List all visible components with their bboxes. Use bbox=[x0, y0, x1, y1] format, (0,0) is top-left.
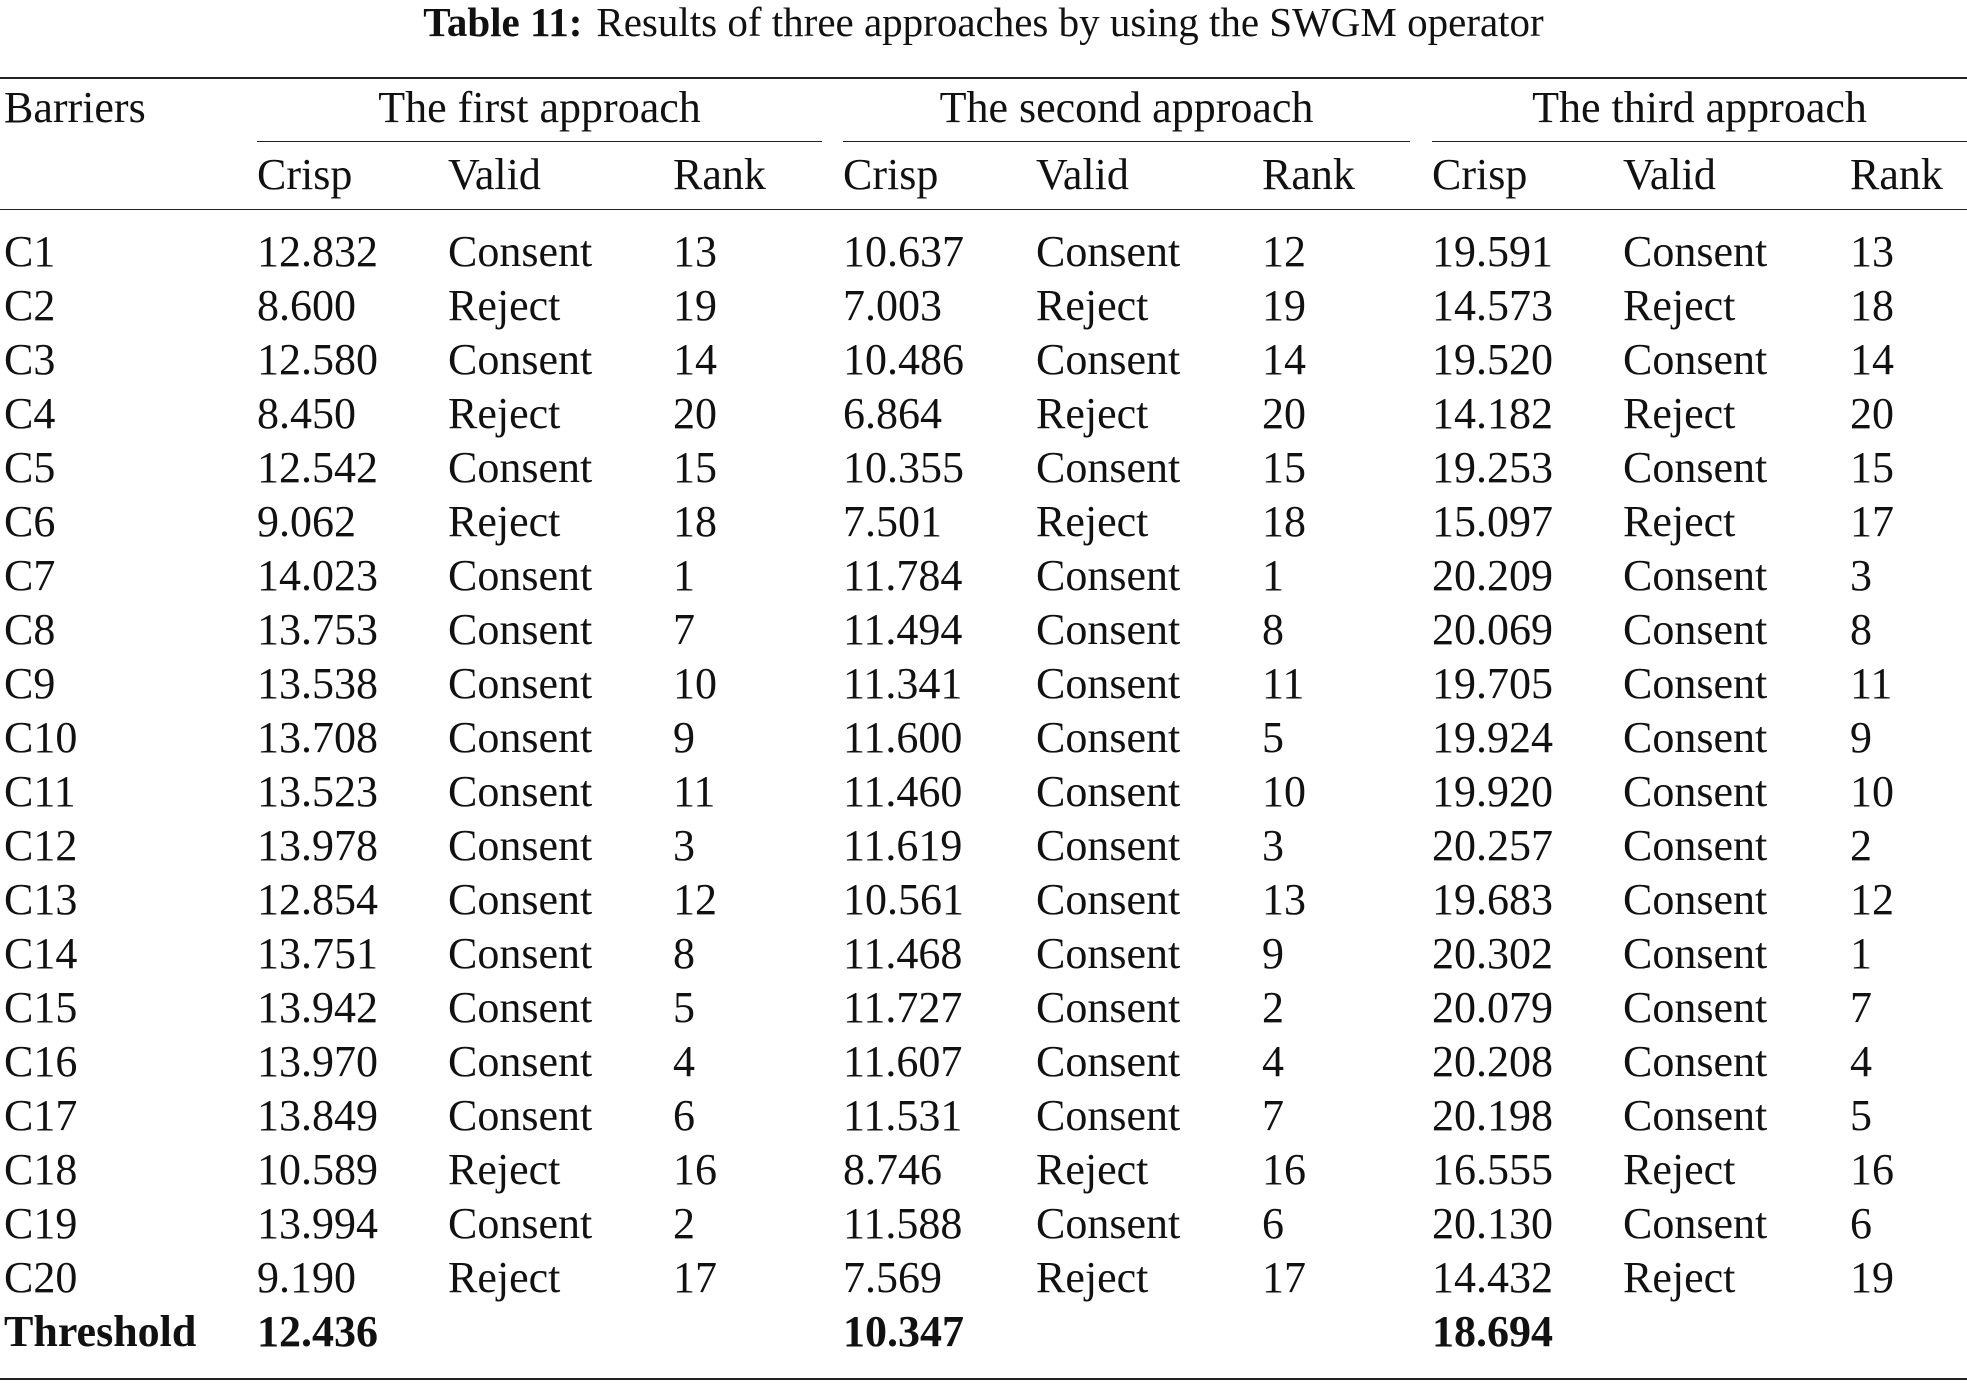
valid-value: Consent bbox=[448, 1199, 593, 1248]
rank-value: 3 bbox=[673, 821, 695, 870]
rank-value: 3 bbox=[1262, 821, 1284, 870]
rank-value: 12 bbox=[673, 875, 717, 924]
crisp-value: 7.003 bbox=[843, 281, 942, 330]
crisp-value: 10.637 bbox=[843, 227, 964, 276]
valid-value: Reject bbox=[448, 497, 561, 546]
crisp-header: Crisp bbox=[843, 150, 939, 199]
crisp-value: 11.468 bbox=[843, 929, 963, 978]
valid-header: Valid bbox=[1623, 150, 1716, 199]
crisp-value: 10.561 bbox=[843, 875, 964, 924]
barrier-id: C19 bbox=[4, 1199, 78, 1248]
valid-value: Reject bbox=[1036, 497, 1149, 546]
rank-value: 15 bbox=[673, 443, 717, 492]
rank-value: 19 bbox=[1262, 281, 1306, 330]
rank-value: 10 bbox=[1850, 767, 1894, 816]
rank-value: 2 bbox=[673, 1199, 695, 1248]
rank-value: 7 bbox=[673, 605, 695, 654]
valid-value: Consent bbox=[1036, 1091, 1181, 1140]
crisp-value: 20.069 bbox=[1432, 605, 1553, 654]
rank-value: 9 bbox=[1850, 713, 1872, 762]
valid-value: Reject bbox=[1623, 1253, 1736, 1302]
crisp-value: 10.486 bbox=[843, 335, 964, 384]
crisp-value: 13.751 bbox=[257, 929, 378, 978]
barrier-id: C1 bbox=[4, 227, 56, 276]
barrier-id: C4 bbox=[4, 389, 56, 438]
crisp-value: 7.501 bbox=[843, 497, 942, 546]
rank-value: 11 bbox=[1850, 659, 1893, 708]
valid-value: Consent bbox=[1623, 659, 1768, 708]
rank-value: 2 bbox=[1850, 821, 1872, 870]
crisp-value: 10.589 bbox=[257, 1145, 378, 1194]
barrier-id: C16 bbox=[4, 1037, 78, 1086]
crisp-value: 19.705 bbox=[1432, 659, 1553, 708]
results-table bbox=[0, 77, 1967, 1383]
barrier-id: C8 bbox=[4, 605, 56, 654]
crisp-value: 13.994 bbox=[257, 1199, 378, 1248]
crisp-value: 19.253 bbox=[1432, 443, 1553, 492]
crisp-value: 12.832 bbox=[257, 227, 378, 276]
rank-value: 8 bbox=[1850, 605, 1872, 654]
valid-value: Consent bbox=[1036, 227, 1181, 276]
rank-value: 15 bbox=[1850, 443, 1894, 492]
barrier-id: C11 bbox=[4, 767, 76, 816]
rank-value: 19 bbox=[1850, 1253, 1894, 1302]
approach-header: The third approach bbox=[1532, 83, 1867, 132]
crisp-value: 14.432 bbox=[1432, 1253, 1553, 1302]
crisp-value: 13.523 bbox=[257, 767, 378, 816]
rank-value: 4 bbox=[1850, 1037, 1872, 1086]
valid-value: Consent bbox=[448, 875, 593, 924]
rank-value: 14 bbox=[1262, 335, 1306, 384]
valid-value: Reject bbox=[448, 389, 561, 438]
barrier-id: C15 bbox=[4, 983, 78, 1032]
crisp-value: 19.520 bbox=[1432, 335, 1553, 384]
rank-value: 9 bbox=[673, 713, 695, 762]
crisp-value: 11.588 bbox=[843, 1199, 963, 1248]
barrier-id: C7 bbox=[4, 551, 56, 600]
valid-value: Consent bbox=[1623, 767, 1768, 816]
approach-header: The first approach bbox=[378, 83, 701, 132]
approach-underline bbox=[257, 141, 822, 142]
crisp-value: 11.531 bbox=[843, 1091, 963, 1140]
barrier-id: C6 bbox=[4, 497, 56, 546]
rank-value: 18 bbox=[1850, 281, 1894, 330]
crisp-value: 14.182 bbox=[1432, 389, 1553, 438]
crisp-value: 9.190 bbox=[257, 1253, 356, 1302]
valid-value: Consent bbox=[1623, 551, 1768, 600]
barrier-id: C3 bbox=[4, 335, 56, 384]
rank-value: 17 bbox=[673, 1253, 717, 1302]
barrier-id: C5 bbox=[4, 443, 56, 492]
threshold-value: 10.347 bbox=[843, 1307, 964, 1356]
valid-value: Consent bbox=[1036, 983, 1181, 1032]
rank-value: 6 bbox=[1850, 1199, 1872, 1248]
crisp-value: 12.542 bbox=[257, 443, 378, 492]
crisp-value: 20.209 bbox=[1432, 551, 1553, 600]
crisp-value: 11.494 bbox=[843, 605, 963, 654]
crisp-value: 11.607 bbox=[843, 1037, 963, 1086]
valid-header: Valid bbox=[1036, 150, 1129, 199]
barrier-id: C14 bbox=[4, 929, 78, 978]
crisp-value: 15.097 bbox=[1432, 497, 1553, 546]
rank-value: 7 bbox=[1262, 1091, 1284, 1140]
valid-value: Consent bbox=[448, 1037, 593, 1086]
valid-value: Consent bbox=[448, 335, 593, 384]
valid-value: Consent bbox=[1036, 443, 1181, 492]
barrier-id: C18 bbox=[4, 1145, 78, 1194]
valid-value: Reject bbox=[1036, 281, 1149, 330]
crisp-value: 13.942 bbox=[257, 983, 378, 1032]
barrier-id: C17 bbox=[4, 1091, 78, 1140]
crisp-header: Crisp bbox=[257, 150, 353, 199]
barrier-id: C20 bbox=[4, 1253, 78, 1302]
crisp-value: 8.450 bbox=[257, 389, 356, 438]
valid-value: Reject bbox=[1036, 389, 1149, 438]
valid-value: Consent bbox=[448, 821, 593, 870]
crisp-value: 19.683 bbox=[1432, 875, 1553, 924]
valid-value: Consent bbox=[1036, 659, 1181, 708]
crisp-value: 11.460 bbox=[843, 767, 963, 816]
rank-value: 19 bbox=[673, 281, 717, 330]
rank-value: 12 bbox=[1262, 227, 1306, 276]
threshold-value: 12.436 bbox=[257, 1307, 378, 1356]
top-rule bbox=[0, 77, 1967, 79]
valid-value: Consent bbox=[1623, 929, 1768, 978]
valid-value: Reject bbox=[448, 1145, 561, 1194]
threshold-label: Threshold bbox=[4, 1307, 197, 1356]
crisp-value: 20.079 bbox=[1432, 983, 1553, 1032]
crisp-value: 19.924 bbox=[1432, 713, 1553, 762]
valid-value: Consent bbox=[448, 713, 593, 762]
rank-value: 5 bbox=[1850, 1091, 1872, 1140]
valid-value: Consent bbox=[1623, 335, 1768, 384]
valid-value: Consent bbox=[1623, 1199, 1768, 1248]
valid-value: Reject bbox=[1623, 1145, 1736, 1194]
valid-value: Consent bbox=[1036, 335, 1181, 384]
valid-value: Consent bbox=[1623, 983, 1768, 1032]
valid-value: Reject bbox=[1036, 1145, 1149, 1194]
rank-value: 7 bbox=[1850, 983, 1872, 1032]
crisp-value: 10.355 bbox=[843, 443, 964, 492]
crisp-value: 13.978 bbox=[257, 821, 378, 870]
crisp-value: 13.538 bbox=[257, 659, 378, 708]
caption-text: Results of three approaches by using the SWGM operator bbox=[596, 0, 1544, 45]
crisp-value: 20.257 bbox=[1432, 821, 1553, 870]
valid-value: Consent bbox=[448, 1091, 593, 1140]
rank-value: 13 bbox=[673, 227, 717, 276]
crisp-value: 12.580 bbox=[257, 335, 378, 384]
crisp-value: 8.746 bbox=[843, 1145, 942, 1194]
rank-value: 5 bbox=[673, 983, 695, 1032]
rank-value: 9 bbox=[1262, 929, 1284, 978]
valid-value: Consent bbox=[1036, 713, 1181, 762]
crisp-value: 6.864 bbox=[843, 389, 942, 438]
rank-value: 17 bbox=[1262, 1253, 1306, 1302]
crisp-value: 20.208 bbox=[1432, 1037, 1553, 1086]
rank-value: 18 bbox=[673, 497, 717, 546]
valid-value: Consent bbox=[448, 983, 593, 1032]
crisp-value: 11.619 bbox=[843, 821, 963, 870]
crisp-value: 7.569 bbox=[843, 1253, 942, 1302]
valid-value: Consent bbox=[448, 551, 593, 600]
rank-header: Rank bbox=[1850, 150, 1943, 199]
crisp-value: 20.302 bbox=[1432, 929, 1553, 978]
rank-value: 1 bbox=[673, 551, 695, 600]
rank-value: 6 bbox=[1262, 1199, 1284, 1248]
rank-value: 1 bbox=[1262, 551, 1284, 600]
rank-value: 12 bbox=[1850, 875, 1894, 924]
valid-value: Consent bbox=[1036, 551, 1181, 600]
rank-value: 2 bbox=[1262, 983, 1284, 1032]
threshold-value: 18.694 bbox=[1432, 1307, 1553, 1356]
valid-value: Consent bbox=[1623, 875, 1768, 924]
rank-value: 11 bbox=[1262, 659, 1305, 708]
rank-value: 16 bbox=[1850, 1145, 1894, 1194]
crisp-value: 13.970 bbox=[257, 1037, 378, 1086]
barrier-id: C13 bbox=[4, 875, 78, 924]
valid-value: Consent bbox=[1036, 875, 1181, 924]
crisp-value: 20.130 bbox=[1432, 1199, 1553, 1248]
crisp-value: 20.198 bbox=[1432, 1091, 1553, 1140]
valid-value: Consent bbox=[1623, 227, 1768, 276]
rank-value: 14 bbox=[673, 335, 717, 384]
crisp-value: 9.062 bbox=[257, 497, 356, 546]
rank-value: 4 bbox=[673, 1037, 695, 1086]
valid-value: Consent bbox=[1623, 443, 1768, 492]
crisp-value: 12.854 bbox=[257, 875, 378, 924]
rank-value: 20 bbox=[1262, 389, 1306, 438]
rank-value: 6 bbox=[673, 1091, 695, 1140]
valid-value: Reject bbox=[1623, 497, 1736, 546]
crisp-value: 13.708 bbox=[257, 713, 378, 762]
rank-value: 14 bbox=[1850, 335, 1894, 384]
bottom-rule bbox=[0, 1378, 1967, 1380]
valid-value: Reject bbox=[448, 281, 561, 330]
crisp-value: 13.753 bbox=[257, 605, 378, 654]
valid-value: Reject bbox=[1623, 281, 1736, 330]
valid-value: Consent bbox=[448, 443, 593, 492]
rank-value: 4 bbox=[1262, 1037, 1284, 1086]
rank-value: 18 bbox=[1262, 497, 1306, 546]
rank-value: 13 bbox=[1850, 227, 1894, 276]
rank-header: Rank bbox=[1262, 150, 1355, 199]
valid-value: Consent bbox=[1036, 821, 1181, 870]
approach-underline bbox=[843, 141, 1410, 142]
valid-value: Consent bbox=[1623, 605, 1768, 654]
valid-value: Consent bbox=[1623, 713, 1768, 762]
barrier-id: C2 bbox=[4, 281, 56, 330]
valid-value: Consent bbox=[448, 605, 593, 654]
crisp-value: 11.600 bbox=[843, 713, 963, 762]
valid-value: Consent bbox=[1036, 605, 1181, 654]
rank-value: 15 bbox=[1262, 443, 1306, 492]
rank-value: 20 bbox=[1850, 389, 1894, 438]
valid-value: Consent bbox=[1036, 1037, 1181, 1086]
crisp-value: 8.600 bbox=[257, 281, 356, 330]
rank-value: 16 bbox=[1262, 1145, 1306, 1194]
rank-value: 17 bbox=[1850, 497, 1894, 546]
valid-value: Reject bbox=[1623, 389, 1736, 438]
valid-value: Reject bbox=[1036, 1253, 1149, 1302]
rank-value: 1 bbox=[1850, 929, 1872, 978]
valid-value: Consent bbox=[1036, 1199, 1181, 1248]
rank-value: 8 bbox=[1262, 605, 1284, 654]
crisp-value: 13.849 bbox=[257, 1091, 378, 1140]
barrier-id: C12 bbox=[4, 821, 78, 870]
valid-value: Consent bbox=[448, 929, 593, 978]
valid-value: Consent bbox=[1623, 821, 1768, 870]
rank-value: 5 bbox=[1262, 713, 1284, 762]
table-caption bbox=[0, 0, 1967, 44]
rank-value: 10 bbox=[1262, 767, 1306, 816]
rank-value: 20 bbox=[673, 389, 717, 438]
valid-value: Consent bbox=[448, 659, 593, 708]
rank-value: 11 bbox=[673, 767, 716, 816]
rank-value: 8 bbox=[673, 929, 695, 978]
rank-header: Rank bbox=[673, 150, 766, 199]
valid-value: Consent bbox=[1036, 929, 1181, 978]
approach-header: The second approach bbox=[939, 83, 1314, 132]
valid-value: Consent bbox=[448, 227, 593, 276]
barriers-header: Barriers bbox=[4, 83, 146, 132]
crisp-value: 11.727 bbox=[843, 983, 963, 1032]
valid-value: Consent bbox=[1623, 1091, 1768, 1140]
barrier-id: C9 bbox=[4, 659, 56, 708]
valid-value: Consent bbox=[1036, 767, 1181, 816]
crisp-value: 11.784 bbox=[843, 551, 963, 600]
valid-value: Consent bbox=[1623, 1037, 1768, 1086]
rank-value: 3 bbox=[1850, 551, 1872, 600]
rank-value: 10 bbox=[673, 659, 717, 708]
approach-underline bbox=[1432, 141, 1967, 142]
crisp-value: 19.591 bbox=[1432, 227, 1553, 276]
crisp-value: 16.555 bbox=[1432, 1145, 1553, 1194]
crisp-value: 19.920 bbox=[1432, 767, 1553, 816]
crisp-value: 14.023 bbox=[257, 551, 378, 600]
crisp-header: Crisp bbox=[1432, 150, 1528, 199]
caption-label: Table 11: bbox=[423, 0, 583, 45]
barrier-id: C10 bbox=[4, 713, 78, 762]
valid-header: Valid bbox=[448, 150, 541, 199]
header-rule bbox=[0, 209, 1967, 210]
valid-value: Reject bbox=[448, 1253, 561, 1302]
valid-value: Consent bbox=[448, 767, 593, 816]
rank-value: 13 bbox=[1262, 875, 1306, 924]
rank-value: 16 bbox=[673, 1145, 717, 1194]
crisp-value: 11.341 bbox=[843, 659, 963, 708]
crisp-value: 14.573 bbox=[1432, 281, 1553, 330]
